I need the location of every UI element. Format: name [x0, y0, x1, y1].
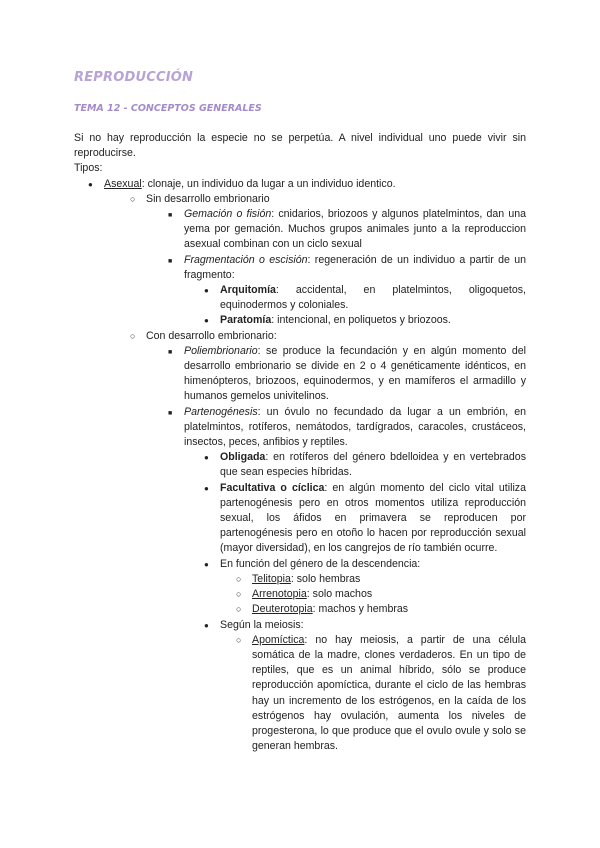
apomictica-description: : no hay meiosis, a partir de una célula somática de la madre, clones verdaderos. En un tipo de reptiles, que es un animal híbrido, sólo se produce reproducción apomíctica, durante el ciclo de las hembras hay un incremento de los estrógenos, en la caída de los estrógenos hay ovulación, aumenta los niveles de progesterona, lo que produce que el ovulo ovule y solo se generan hembras. — [252, 633, 526, 753]
list-item-partenogenesis — [168, 405, 526, 451]
arrenotopia-description: : solo machos — [306, 588, 373, 601]
intro-paragraph: Si no hay reproducción la especie no se perpetúa. A nivel individual uno puede vivir sin reproducirse. — [74, 132, 526, 160]
list-item-gemacion — [168, 207, 526, 253]
facultativa-description: : en algún momento del ciclo vital utiliza partenogénesis pero en otros momentos utiliza reproducción sexual, los áfidos en primavera se reproducen por partenogénesis pero en otoño lo hacen por reproducción sexual (mayor diversidad), en los cangrejos de río también ocurre. — [220, 481, 526, 555]
list-item-telitopia — [236, 572, 526, 587]
term-arrenotopia: Arrenotopia — [252, 588, 307, 601]
paratomia-description: : intencional, en poliquetos y briozoos. — [271, 314, 451, 327]
term-facultativa: Facultativa o cíclica — [220, 481, 325, 494]
list-item-asexual — [88, 177, 526, 192]
list-item-paratomia — [204, 313, 526, 328]
sin-desarrollo-label: Sin desarrollo embrionario — [146, 192, 270, 205]
gemacion-description: : cnidarios, briozoos y algunos platelmintos, dan una yema por gemación. Muchos grupos animales junto a la reproduccion asexual combinan con un ciclo sexual — [184, 208, 526, 251]
bullet-circle-icon — [236, 572, 252, 587]
term-gemacion: Gemación o fisión — [184, 208, 272, 221]
asexual-description: : clonaje, un individuo da lugar a un individuo identico. — [141, 177, 396, 190]
list-item-arrenotopia — [236, 587, 526, 602]
section-subtitle: TEMA 12 - CONCEPTOS GENERALES — [74, 103, 262, 114]
deuterotopia-description: : machos y hembras — [312, 603, 409, 616]
term-arquitomia: Arquitomía — [220, 284, 276, 297]
page-title: REPRODUCCIÓN — [74, 70, 194, 85]
types-label: Tipos: — [74, 162, 103, 175]
list-item-poliembrionario — [168, 344, 526, 405]
list-item-fragmentacion — [168, 253, 526, 283]
term-obligada: Obligada — [220, 451, 266, 464]
list-item-arquitomia — [204, 283, 526, 313]
bullet-square-icon — [168, 344, 184, 405]
list-item-facultativa — [204, 481, 526, 557]
term-partenogenesis: Partenogénesis — [184, 405, 258, 418]
list-item-deuterotopia — [236, 602, 526, 617]
segun-meiosis-label: Según la meiosis: — [220, 618, 304, 631]
bullet-disc-icon — [204, 313, 220, 328]
list-item-segun-meiosis — [204, 618, 526, 633]
document-body — [74, 131, 526, 754]
fragmentacion-description: : regeneración de un individuo a partir de un fragmento: — [184, 253, 526, 281]
term-fragmentacion: Fragmentación o escisión — [184, 253, 308, 266]
list-item-apomictica — [236, 633, 526, 755]
con-desarrollo-label: Con desarrollo embrionario: — [146, 329, 277, 342]
bullet-disc-icon — [204, 481, 220, 557]
bullet-disc-icon — [204, 283, 220, 313]
bullet-disc-icon — [88, 177, 104, 192]
list-item-sin-desarrollo — [130, 192, 526, 207]
list-item-con-desarrollo — [130, 329, 526, 344]
bullet-circle-icon — [236, 633, 252, 755]
list-item-funcion-genero — [204, 557, 526, 572]
bullet-square-icon — [168, 253, 184, 283]
bullet-circle-icon — [130, 192, 146, 207]
bullet-circle-icon — [130, 329, 146, 344]
obligada-description: : en rotíferos del género bdelloidea y en vertebrados que sean especies híbridas. — [220, 451, 526, 479]
list-item-obligada — [204, 450, 526, 480]
term-deuterotopia: Deuterotopia — [252, 603, 313, 616]
arquitomia-description: : accidental, en platelmintos, oligoquetos, equinodermos y coloniales. — [220, 284, 526, 312]
partenogenesis-description: : un óvulo no fecundado da lugar a un embrión, en platelmintos, rotíferos, nemátodos, tardígrados, caracoles, crustáceos, insectos, peces, anfibios y reptiles. — [184, 405, 526, 449]
bullet-disc-icon — [204, 450, 220, 480]
term-paratomia: Paratomía — [220, 314, 272, 327]
bullet-square-icon — [168, 207, 184, 253]
bullet-square-icon — [168, 405, 184, 451]
funcion-genero-label: En función del género de la descendencia: — [220, 557, 421, 570]
term-apomictica: Apomíctica — [252, 633, 305, 646]
bullet-disc-icon — [204, 557, 220, 572]
bullet-circle-icon — [236, 587, 252, 602]
term-telitopia: Telitopia — [252, 572, 291, 585]
term-asexual: Asexual — [104, 177, 142, 190]
term-poliembrionario: Poliembrionario — [184, 344, 258, 357]
telitopia-description: : solo hembras — [290, 572, 361, 585]
poliembrionario-description: : se produce la fecundación y en algún momento del desarrollo embrionario se divide en 2 o 4 genéticamente idénticos, en himenópteros, briozoos, equinodermos, y en mamíferos el armadillo y humanos gemelos univitelinos. — [184, 344, 526, 403]
bullet-circle-icon — [236, 602, 252, 617]
bullet-disc-icon — [204, 618, 220, 633]
